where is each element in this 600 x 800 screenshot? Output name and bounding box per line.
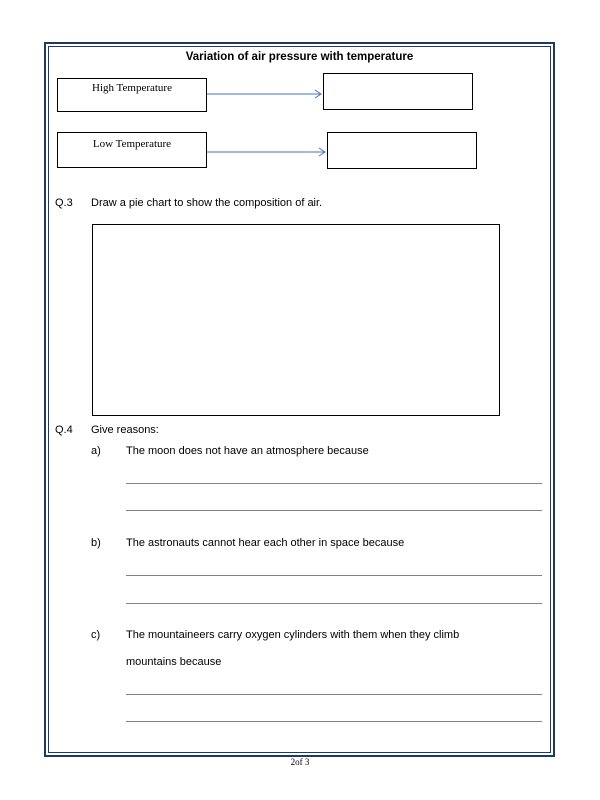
q4c-text-continued: mountains because — [126, 656, 222, 668]
q4a-letter: a) — [91, 445, 101, 457]
q3-number: Q.3 — [55, 197, 73, 209]
low-temperature-label: Low Temperature — [92, 138, 172, 150]
arrow-right-icon — [207, 88, 325, 100]
q4c-text: The mountaineers carry oxygen cylinders with them when they climb — [126, 629, 460, 641]
answer-line[interactable] — [126, 575, 542, 576]
pie-chart-drawing-area[interactable] — [92, 224, 500, 416]
answer-line[interactable] — [126, 510, 542, 511]
q4b-text: The astronauts cannot hear each other in space because — [126, 537, 405, 549]
q4b-letter: b) — [91, 537, 101, 549]
low-temperature-answer-box[interactable] — [327, 132, 477, 169]
page-title: Variation of air pressure with temperature — [185, 51, 414, 63]
arrow-right-icon — [207, 146, 329, 158]
q4-text: Give reasons: — [91, 424, 159, 436]
page-number: 2of 3 — [290, 757, 310, 767]
high-temperature-answer-box[interactable] — [323, 73, 473, 110]
q4a-text: The moon does not have an atmosphere because — [126, 445, 369, 457]
q4c-letter: c) — [91, 629, 101, 641]
answer-line[interactable] — [126, 721, 542, 722]
answer-line[interactable] — [126, 603, 542, 604]
answer-line[interactable] — [126, 694, 542, 695]
high-temperature-label: High Temperature — [92, 82, 172, 94]
q4-number: Q.4 — [55, 424, 73, 436]
q3-text: Draw a pie chart to show the composition of air. — [91, 197, 323, 209]
answer-line[interactable] — [126, 483, 542, 484]
